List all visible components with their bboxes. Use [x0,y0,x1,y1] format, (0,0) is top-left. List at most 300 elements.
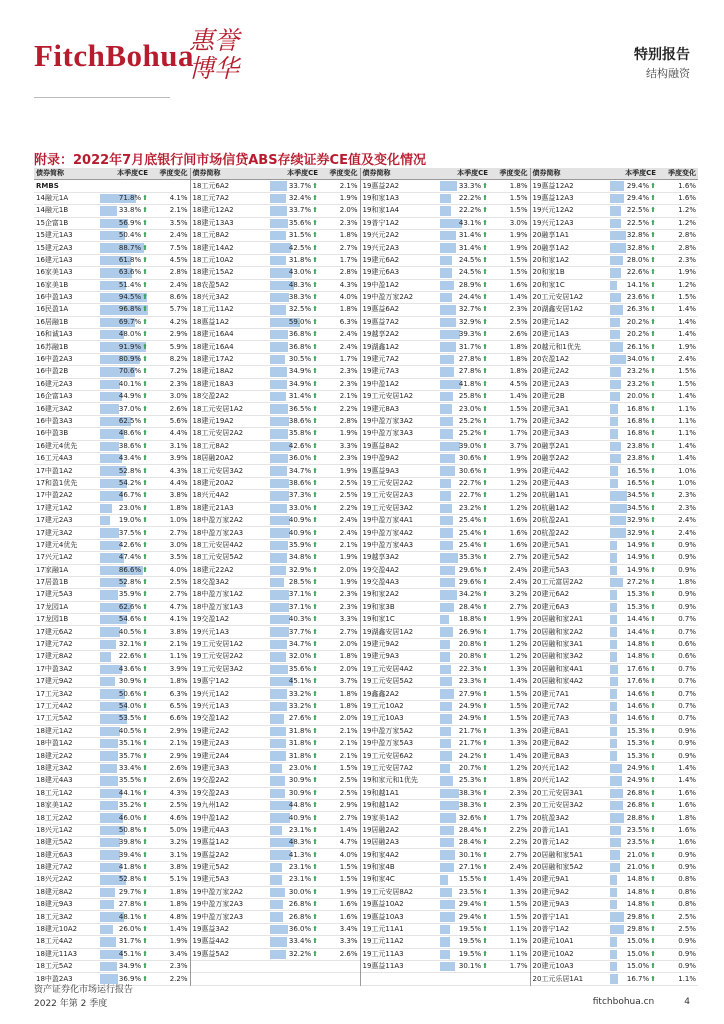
quarter-change: 3.8% [169,863,188,872]
quarter-change: 1.8% [339,231,358,240]
quarter-change: 2.3% [678,503,696,512]
ce-value: 43.1% [458,218,482,227]
quarter-change: 1.0% [678,466,696,475]
bond-name: 20建元5A3 [530,564,610,576]
ce-bar [440,627,453,636]
ce-cell [270,378,320,390]
bond-name: 16居融1B [36,317,69,326]
ce-cell [610,279,658,291]
up-arrow-icon: ⬆ [142,478,148,487]
bond-name: 20越元和1优先 [530,341,610,353]
bond-name: 19中盈万家2A3 [190,911,270,923]
quarter-change: 3.0% [169,392,188,401]
bond-name: 19交盈4A2 [360,564,440,576]
ce-value: 33.7% [288,206,312,215]
quarter-change: 2.3% [339,218,358,227]
ce-value: 24.9% [458,714,482,723]
bond-name: 19交盈4A3 [360,576,440,588]
up-arrow-icon: ⬆ [142,763,148,772]
ce-bar [270,603,289,612]
ce-value: 38.3% [288,293,312,302]
quarter-change: 7.2% [169,367,188,376]
up-arrow-icon: ⬆ [142,813,148,822]
ce-value: 43.4% [118,454,142,463]
bond-name: 17建元9A2 [36,677,73,686]
table-row [34,651,698,663]
bond-name: 19工元安居8A2 [360,886,440,898]
ce-cell [100,353,150,365]
bond-name: 20工元乐居1A1 [530,973,610,985]
ce-bar [440,392,453,401]
quarter-change: 1.3% [509,887,528,896]
ce-bar [610,652,617,661]
ce-value: 62.5% [118,417,142,425]
bond-name: 18农盈5A2 [190,279,270,291]
up-arrow-icon: ⬆ [312,317,318,326]
quarter-change: 1.9% [339,578,358,587]
ce-cell [440,874,490,886]
up-arrow-icon: ⬆ [312,900,318,909]
quarter-change: 3.7% [509,441,528,450]
bond-name: 20建元3A2 [530,415,610,427]
ce-cell [610,366,658,378]
up-arrow-icon: ⬆ [650,850,656,859]
ce-cell [100,366,150,378]
ce-value: 24.9% [626,763,650,772]
table-row [34,403,698,415]
up-arrow-icon: ⬆ [312,280,318,289]
ce-bar [610,318,620,327]
table-row [34,316,698,328]
quarter-change: 1.5% [509,714,528,723]
ce-bar [610,256,623,265]
quarter-change: 0.9% [678,540,696,549]
ce-value: 34.9% [288,367,312,376]
ce-value: 34.7% [288,640,312,649]
bond-name: 20建元8A3 [530,750,610,762]
quarter-change: 0.9% [678,937,696,946]
ce-bar [440,813,456,822]
quarter-change: 2.9% [339,801,358,810]
bond-name: 20建元4A3 [530,477,610,489]
ce-value: 21.0% [626,863,650,872]
ce-bar [270,714,284,723]
ce-value: 31.8% [288,751,312,760]
ce-cell [270,923,320,935]
header-name: 债券简称 [530,168,610,180]
ce-value: 23.2% [626,379,650,388]
ce-cell [100,465,150,477]
ce-value: 80.9% [118,355,142,364]
up-arrow-icon: ⬆ [650,615,656,624]
ce-value: 34.5% [626,503,650,512]
up-arrow-icon: ⬆ [482,838,488,847]
bond-name: 19惠益9A3 [360,465,440,477]
ce-value: 30.0% [288,887,312,896]
ce-bar [610,912,624,921]
ce-cell [270,725,320,737]
ce-cell [440,341,490,353]
ce-bar [610,640,617,649]
ce-value: 22.5% [626,206,650,215]
up-arrow-icon: ⬆ [482,305,488,314]
ce-data-table [34,168,698,986]
ce-bar [610,863,620,872]
ce-cell [270,899,320,911]
quarter-change: 1.6% [678,801,696,810]
up-arrow-icon: ⬆ [650,206,656,215]
ce-value: 32.0% [288,652,312,661]
up-arrow-icon: ⬆ [312,218,318,227]
bond-name: 18建元15A2 [190,267,270,279]
ce-bar [440,665,451,674]
ce-cell [100,267,150,279]
ce-cell [440,316,490,328]
ce-value: 37.1% [288,602,312,611]
up-arrow-icon: ⬆ [650,528,656,537]
quarter-change: 8.2% [169,355,188,364]
ce-bar [610,875,617,884]
ce-cell [100,874,150,886]
ce-value: 88.7% [118,243,142,252]
ce-value: 24.4% [458,293,482,302]
quarter-change: 1.1% [678,974,696,983]
ce-bar [440,194,451,203]
ce-cell [100,787,150,799]
quarter-change: 1.6% [678,193,696,202]
bond-name: 20居融和家3A1 [530,638,610,650]
bond-name: 18工元3A2 [36,912,73,921]
ce-cell [610,787,658,799]
quarter-change: 1.2% [509,640,528,649]
quarter-change: 1.5% [509,206,528,215]
ce-bar [270,256,286,265]
ce-value: 38.6% [288,417,312,425]
ce-cell [440,961,490,973]
up-arrow-icon: ⬆ [482,429,488,438]
up-arrow-icon: ⬆ [312,677,318,686]
table-row [34,229,698,241]
ce-bar [100,751,118,760]
up-arrow-icon: ⬆ [312,454,318,463]
bond-name: 19越享2A2 [360,329,440,341]
up-arrow-icon: ⬆ [650,974,656,983]
up-arrow-icon: ⬆ [312,751,318,760]
ce-bar [270,491,289,500]
up-arrow-icon: ⬆ [482,367,488,376]
quarter-change: 2.1% [169,206,188,215]
ce-bar [270,739,286,748]
quarter-change: 1.6% [339,900,358,909]
ce-value: 28.8% [626,813,650,822]
ce-bar [440,454,455,463]
bond-name: 19工元安居2A2 [190,651,270,663]
quarter-change: 1.5% [509,900,528,909]
quarter-change: 0.9% [678,553,696,562]
quarter-change: 1.1% [678,429,696,438]
ce-value: 30.9% [118,677,142,686]
ce-value: 31.7% [458,342,482,351]
ce-bar [610,566,617,575]
bond-name: 19中盈万家2A2 [190,886,270,898]
ce-value: 37.5% [118,528,142,537]
quarter-change: 2.3% [509,801,528,810]
up-arrow-icon: ⬆ [650,962,656,971]
bond-name: 19鑫鑫2A2 [360,688,440,700]
ce-cell [610,775,658,787]
up-arrow-icon: ⬆ [312,801,318,810]
ce-cell [270,242,320,254]
ce-bar [440,912,455,921]
ce-cell [100,638,150,650]
ce-bar [610,590,617,599]
ce-value: 56.9% [118,218,142,227]
bond-name: 19惠益7A2 [360,316,440,328]
up-arrow-icon: ⬆ [312,255,318,264]
table-row [34,874,698,886]
ce-cell [610,899,658,911]
ce-value: 91.9% [118,342,142,351]
up-arrow-icon: ⬆ [482,392,488,401]
up-arrow-icon: ⬆ [142,255,148,264]
ce-cell [440,700,490,712]
quarter-change: 1.7% [509,813,528,822]
ce-bar [610,578,623,587]
ce-bar [610,479,618,488]
table-row [34,564,698,576]
ce-bar [440,268,452,277]
ce-cell [270,676,320,688]
up-arrow-icon: ⬆ [482,379,488,388]
quarter-change: 2.8% [169,268,188,277]
quarter-change: 1.2% [509,491,528,500]
up-arrow-icon: ⬆ [482,751,488,760]
ce-cell [100,192,150,204]
up-arrow-icon: ⬆ [142,838,148,847]
ce-value: 70.6% [118,367,142,376]
bond-name: 20和家1C [530,279,610,291]
up-arrow-icon: ⬆ [142,193,148,202]
up-arrow-icon: ⬆ [312,293,318,302]
ce-value: 27.8% [118,900,142,909]
bond-name: 16建元3A2 [36,404,73,413]
ce-bar [270,702,287,711]
ce-bar [270,479,289,488]
ce-value: 21.0% [626,850,650,859]
ce-bar [270,888,285,897]
ce-value: 32.1% [118,640,142,649]
quarter-change: 3.7% [339,677,358,686]
quarter-change: 2.8% [339,268,358,277]
up-arrow-icon: ⬆ [482,788,488,797]
up-arrow-icon: ⬆ [142,578,148,587]
ce-bar [270,181,287,190]
quarter-change: 2.6% [339,949,358,958]
bond-name: 18工元安居2A2 [190,428,270,440]
ce-bar [610,281,617,290]
ce-bar [270,553,287,562]
ce-cell [100,750,150,762]
ce-bar [610,466,618,475]
quarter-change: 1.8% [678,813,696,822]
ce-cell [100,861,150,873]
table-row [34,452,698,464]
quarter-change: 2.3% [339,379,358,388]
ce-value: 15.3% [626,739,650,748]
bond-name: 20建元7A1 [530,688,610,700]
bond-name: 19惠益2A2 [360,180,440,192]
bond-name: 20杭盈3A2 [530,812,610,824]
ce-cell [610,353,658,365]
up-arrow-icon: ⬆ [650,404,656,413]
ce-bar [100,590,118,599]
ce-cell [100,651,150,663]
quarter-change: 1.5% [339,875,358,884]
up-arrow-icon: ⬆ [482,937,488,946]
ce-value: 28.9% [458,280,482,289]
up-arrow-icon: ⬆ [142,231,148,240]
quarter-change: 1.4% [509,875,528,884]
bond-name: 20杭盈2A1 [530,514,610,526]
ce-cell [100,378,150,390]
ce-cell [610,601,658,613]
up-arrow-icon: ⬆ [650,640,656,649]
table-row [34,341,698,353]
ce-cell [270,638,320,650]
bond-name: 15建元2A3 [36,243,73,252]
ce-value: 40.9% [288,528,312,537]
ce-cell [610,626,658,638]
ce-value: 14.9% [626,553,650,562]
table-row [34,861,698,873]
up-arrow-icon: ⬆ [650,863,656,872]
quarter-change: 2.3% [678,491,696,500]
quarter-change: 2.9% [169,726,188,735]
table-row [34,366,698,378]
up-arrow-icon: ⬆ [312,540,318,549]
ce-cell [440,799,490,811]
bond-name: 19惠益11A3 [360,961,440,973]
quarter-change: 3.3% [339,441,358,450]
up-arrow-icon: ⬆ [650,677,656,686]
ce-value: 32.6% [458,813,482,822]
ce-cell [270,626,320,638]
quarter-change: 2.4% [339,342,358,351]
ce-value: 24.5% [458,268,482,277]
ce-value: 31.5% [288,231,312,240]
bond-name: 17龙园1B [36,615,69,624]
quarter-change: 4.2% [169,317,188,326]
ce-value: 32.5% [288,305,312,314]
quarter-change: 0.6% [678,640,696,649]
ce-value: 35.1% [118,739,142,748]
quarter-change: 1.4% [678,763,696,772]
ce-value: 29.4% [458,900,482,909]
quarter-change: 1.9% [339,193,358,202]
up-arrow-icon: ⬆ [312,565,318,574]
quarter-change: 1.4% [678,305,696,314]
up-arrow-icon: ⬆ [142,640,148,649]
ce-cell [610,874,658,886]
ce-bar [270,689,287,698]
table-row [34,353,698,365]
bond-name: 19和家1A3 [360,192,440,204]
bond-name: 18中盈2A3 [36,974,73,983]
ce-value: 40.5% [118,627,142,636]
ce-bar [100,739,118,748]
ce-value: 34.0% [626,355,650,364]
ce-value: 19.5% [458,925,482,934]
up-arrow-icon: ⬆ [482,243,488,252]
ce-cell [270,552,320,564]
ce-cell [610,329,658,341]
quarter-change: 2.7% [509,602,528,611]
ce-cell [100,948,150,960]
ce-bar [440,442,460,451]
up-arrow-icon: ⬆ [650,627,656,636]
ce-cell [100,391,150,403]
up-arrow-icon: ⬆ [142,825,148,834]
up-arrow-icon: ⬆ [482,726,488,735]
ce-cell [270,799,320,811]
ce-bar [270,578,284,587]
ce-value: 19.0% [118,516,142,525]
bond-name: 19建元5A3 [190,874,270,886]
ce-cell [610,180,658,192]
quarter-change: 1.9% [509,615,528,624]
ce-cell [610,539,658,551]
ce-bar [610,305,623,314]
ce-value: 38.6% [288,478,312,487]
ce-bar [610,702,617,711]
up-arrow-icon: ⬆ [482,701,488,710]
quarter-change: 3.2% [169,838,188,847]
up-arrow-icon: ⬆ [482,255,488,264]
ce-value: 26.3% [626,305,650,314]
up-arrow-icon: ⬆ [142,317,148,326]
bond-name: 20居融和家5A2 [530,861,610,873]
quarter-change: 1.4% [678,392,696,401]
ce-cell [440,329,490,341]
ce-value: 14.4% [626,615,650,624]
bond-name: 18惠益1A2 [190,316,270,328]
bond-name: 18中盈万家2A3 [190,527,270,539]
up-arrow-icon: ⬆ [650,763,656,772]
quarter-change: 1.0% [169,516,188,525]
ce-cell [270,490,320,502]
quarter-change: 1.6% [678,788,696,797]
up-arrow-icon: ⬆ [650,355,656,364]
ce-bar [610,665,618,674]
bond-name: 19惠益8A2 [360,440,440,452]
bond-name: 20普元1A2 [530,837,610,849]
ce-bar [270,912,283,921]
ce-value: 40.9% [288,516,312,525]
ce-bar [100,528,119,537]
quarter-change: 1.6% [678,838,696,847]
quarter-change: 2.7% [509,553,528,562]
bond-name: 20普元1A1 [530,824,610,836]
ce-bar [440,429,453,438]
quarter-change: 2.3% [169,962,188,971]
up-arrow-icon: ⬆ [142,268,148,277]
header-name: 债券简称 [190,168,270,180]
quarter-change: 1.1% [169,652,188,661]
up-arrow-icon: ⬆ [312,478,318,487]
footer-site: fitchbohua.cn [592,997,655,1007]
ce-bar [610,900,617,909]
up-arrow-icon: ⬆ [650,739,656,748]
